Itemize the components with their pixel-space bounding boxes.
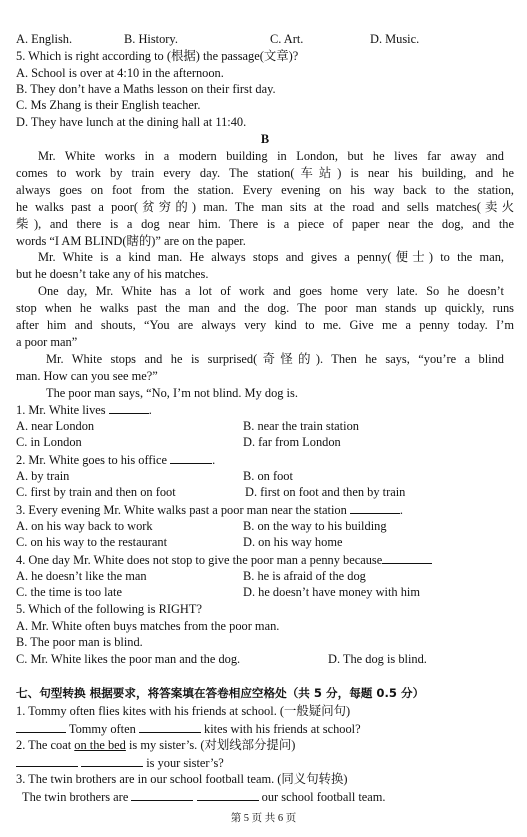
passage-line: words “I AM BLIND(瞎的)” are on the paper.	[16, 234, 246, 248]
option: D. on his way home	[243, 535, 343, 549]
option: A. English.	[16, 32, 73, 46]
exercise-text: 2. The coat	[16, 738, 75, 752]
passage-line: always goes on foot from the station. Every evening on his way back to the station,	[16, 183, 514, 197]
passage-line: comes to work by train every day. The station(车站) is near his building, and he	[16, 166, 514, 180]
question-text: 1. Mr. White lives	[16, 403, 106, 417]
option: C. Art.	[270, 32, 304, 46]
passage-line: stop when he walks past the man and the dog. The poor man stands up quickly, runs	[16, 301, 514, 315]
option: A. Mr. White often buys matches from the poor man.	[16, 619, 280, 633]
answer-blank	[170, 451, 212, 464]
passage-line: he walks past a poor(贫穷的) man. The man sits at the road and sells matches(卖火	[16, 200, 514, 214]
option: A. on his way back to work	[16, 519, 153, 533]
question-text: 2. Mr. White goes to his office	[16, 453, 167, 467]
exercise-line	[16, 737, 514, 753]
exercise-blank-line	[22, 788, 520, 805]
option: C. Ms Zhang is their English teacher.	[16, 98, 201, 112]
option: D. far from London	[243, 435, 341, 449]
exercise-line: 1. Tommy often flies kites with his friends at school. (一般疑问句)	[16, 704, 351, 718]
passage-line: a poor man”	[16, 335, 78, 349]
answer-blank	[350, 501, 400, 514]
question-stem: 5. Which is right according to (根据) the passage(文章)?	[16, 49, 299, 63]
page-footer: 第 5 页 共 6 页	[230, 813, 297, 824]
option: A. School is over at 4:10 in the afternoon.	[16, 66, 224, 80]
passage-line: after him and shouts, “You are always very kind to me. Give me a penny today. I’m	[16, 318, 514, 332]
exercise-text: kites with his friends at school?	[204, 722, 361, 736]
passage-line: Mr. White stops and he is surprised(奇怪的). Then he says, “you’re a blind	[46, 352, 504, 366]
option: A. he doesn’t like the man	[16, 569, 147, 583]
question-text: 4. One day Mr. White does not stop to give the poor man a penny because	[16, 553, 383, 567]
question-stem	[16, 401, 514, 418]
option: C. in London	[16, 435, 82, 449]
question-punct: .	[212, 453, 216, 467]
section-title: 七、句型转换 根据要求，将答案填在答卷相应空格处（共 5 分，每题 0.5 分）	[16, 686, 425, 700]
option: A. near London	[16, 419, 95, 433]
answer-blank	[382, 551, 432, 564]
answer-blank	[109, 401, 149, 414]
exercise-text: is your sister’s?	[146, 756, 224, 770]
option: B. The poor man is blind.	[16, 635, 143, 649]
option: D. Music.	[370, 32, 420, 46]
answer-blank	[131, 788, 193, 801]
question-stem	[16, 551, 514, 568]
option: B. near the train station	[243, 419, 359, 433]
exercise-blank-line	[16, 754, 514, 771]
option: B. on foot	[243, 469, 293, 483]
answer-blank	[81, 754, 143, 767]
underlined-phrase: on the bed	[74, 738, 126, 752]
exercise-text: our school football team.	[261, 790, 386, 804]
option: A. by train	[16, 469, 70, 483]
option: D. first on foot and then by train	[245, 485, 406, 499]
option: D. They have lunch at the dining hall at 11:40.	[16, 115, 247, 129]
option: C. first by train and then on foot	[16, 485, 176, 499]
passage-line: The poor man says, “No, I’m not blind. My dog is.	[46, 386, 298, 400]
exercise-blank-line	[16, 720, 514, 737]
option: D. The dog is blind.	[328, 652, 427, 666]
passage-line: Mr. White is a kind man. He always stops and gives a penny(便士) to the man,	[38, 250, 504, 264]
exercise-line: 3. The twin brothers are in our school football team. (同义句转换)	[16, 772, 348, 786]
option: B. They don’t have a Maths lesson on their first day.	[16, 82, 276, 96]
option: C. Mr. White likes the poor man and the dog.	[16, 652, 241, 666]
question-stem	[16, 501, 514, 518]
exercise-text: is my sister’s. (对划线部分提问)	[125, 738, 296, 752]
question-text: 3. Every evening Mr. White walks past a poor man near the station	[16, 503, 347, 517]
question-punct: .	[399, 503, 404, 517]
question-punct: .	[148, 403, 152, 417]
option: D. he doesn’t have money with him	[243, 585, 420, 599]
answer-blank	[197, 788, 259, 801]
answer-blank	[139, 720, 201, 733]
passage-line: 柴), and there is a dog near him. There is a piece of paper near the dog, and the	[16, 217, 514, 231]
option: B. History.	[124, 32, 178, 46]
passage-line: One day, Mr. White has a lot of work and goes home very late. So he doesn’t	[38, 284, 504, 298]
passage-line: man. How can you see me?”	[16, 369, 158, 383]
option: C. on his way to the restaurant	[16, 535, 168, 549]
answer-blank	[16, 754, 78, 767]
passage-line: Mr. White works in a modern building in London, but he lives far away and	[38, 149, 504, 163]
option: B. on the way to his building	[243, 519, 387, 533]
option: C. the time is too late	[16, 585, 122, 599]
option: B. he is afraid of the dog	[243, 569, 366, 583]
question-stem: 5. Which of the following is RIGHT?	[16, 602, 202, 616]
passage-line: but he doesn’t take any of his matches.	[16, 267, 209, 281]
answer-blank	[16, 720, 66, 733]
exercise-text: Tommy often	[68, 722, 136, 736]
exercise-text: The twin brothers are	[22, 790, 129, 804]
passage-heading: B	[260, 132, 270, 146]
question-stem	[16, 451, 514, 468]
